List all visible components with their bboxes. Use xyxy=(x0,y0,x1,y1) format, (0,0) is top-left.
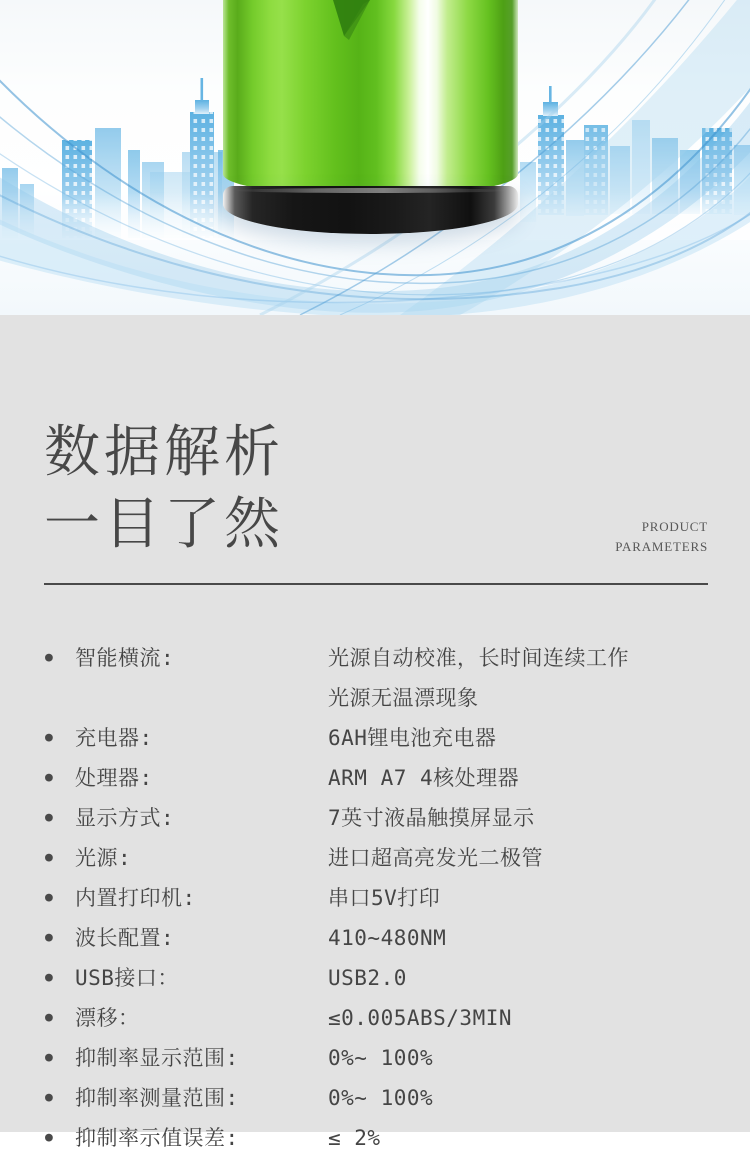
parameter-row xyxy=(45,758,720,798)
parameter-row xyxy=(45,718,720,758)
subtitle-line2: PARAMETERS xyxy=(615,539,708,554)
parameter-value-line1: 0%~ 100% xyxy=(328,1086,434,1110)
parameter-value xyxy=(328,1078,720,1118)
parameter-row xyxy=(45,918,720,958)
parameter-label: 波长配置: xyxy=(75,926,175,950)
bullet-icon: ● xyxy=(45,970,53,985)
lightning-bolt-icon xyxy=(223,0,518,60)
section-title xyxy=(44,417,284,561)
parameter-label: 智能横流: xyxy=(75,646,175,670)
parameter-row xyxy=(45,1078,720,1118)
hero-banner xyxy=(0,0,750,315)
bullet-icon: ● xyxy=(45,930,53,945)
bullet-icon: ● xyxy=(45,810,53,825)
parameter-label: 显示方式: xyxy=(75,806,175,830)
parameter-value-line2: 光源无温漂现象 xyxy=(328,686,479,710)
parameter-value-line1: ARM A7 4核处理器 xyxy=(328,766,520,790)
parameter-value-line1: 0%~ 100% xyxy=(328,1046,434,1070)
section-title-line2: 一目了然 xyxy=(44,494,284,556)
subtitle-line1: PRODUCT xyxy=(641,519,708,534)
bullet-icon: ● xyxy=(45,1090,53,1105)
parameter-value-line1: 6AH锂电池充电器 xyxy=(328,726,497,750)
parameter-label: 光源: xyxy=(75,846,132,870)
parameter-value xyxy=(328,1118,720,1158)
parameter-value-line1: ≤0.005ABS/3MIN xyxy=(328,1006,513,1030)
bullet-icon: ● xyxy=(45,1050,53,1065)
parameter-label: 处理器: xyxy=(75,766,153,790)
parameter-row xyxy=(45,958,720,998)
parameter-row xyxy=(45,838,720,878)
divider-line xyxy=(44,583,708,585)
section-subtitle-en xyxy=(615,517,708,561)
parameter-value xyxy=(328,918,720,958)
parameter-list xyxy=(0,638,750,1158)
parameter-label: USB接口： xyxy=(75,966,179,990)
parameter-label: 内置打印机: xyxy=(75,886,196,910)
parameter-value xyxy=(328,718,720,758)
parameter-label: 抑制率显示范围: xyxy=(75,1046,239,1070)
parameter-value xyxy=(328,798,720,838)
bullet-icon: ● xyxy=(45,850,53,865)
parameter-label: 漂移： xyxy=(75,1006,140,1030)
parameter-value xyxy=(328,958,720,998)
parameter-row xyxy=(45,1038,720,1078)
bullet-icon: ● xyxy=(45,650,53,665)
battery-image xyxy=(223,0,518,236)
parameter-value xyxy=(328,1038,720,1078)
parameter-value xyxy=(328,758,720,798)
parameter-value-line1: USB2.0 xyxy=(328,966,407,990)
parameter-value-line1: 进口超高亮发光二极管 xyxy=(328,846,543,870)
bullet-icon: ● xyxy=(45,730,53,745)
parameter-row xyxy=(45,998,720,1038)
parameter-row xyxy=(45,798,720,838)
section-header xyxy=(0,315,750,561)
parameter-row xyxy=(45,1118,720,1158)
bullet-icon: ● xyxy=(45,1010,53,1025)
parameter-row xyxy=(45,638,720,718)
parameter-label: 充电器: xyxy=(75,726,153,750)
section-title-line1: 数据解析 xyxy=(44,422,284,484)
battery-body xyxy=(223,0,518,196)
parameter-label: 抑制率示值误差: xyxy=(75,1126,239,1150)
bullet-icon: ● xyxy=(45,1130,53,1145)
parameter-value xyxy=(328,838,720,878)
parameter-value-line1: 410~480NM xyxy=(328,926,447,950)
parameter-value xyxy=(328,998,720,1038)
parameter-value xyxy=(328,878,720,918)
battery-base xyxy=(223,186,518,234)
parameter-row xyxy=(45,878,720,918)
parameter-value-line1: 光源自动校准，长时间连续工作 xyxy=(328,646,629,670)
parameter-value-line1: 7英寸液晶触摸屏显示 xyxy=(328,806,535,830)
bullet-icon: ● xyxy=(45,770,53,785)
product-parameters-section xyxy=(0,315,750,1150)
parameter-value-line1: ≤ 2% xyxy=(328,1126,381,1150)
bullet-icon: ● xyxy=(45,890,53,905)
parameter-label: 抑制率测量范围: xyxy=(75,1086,239,1110)
parameter-value-line1: 串口5V打印 xyxy=(328,886,441,910)
parameter-value xyxy=(328,638,720,718)
